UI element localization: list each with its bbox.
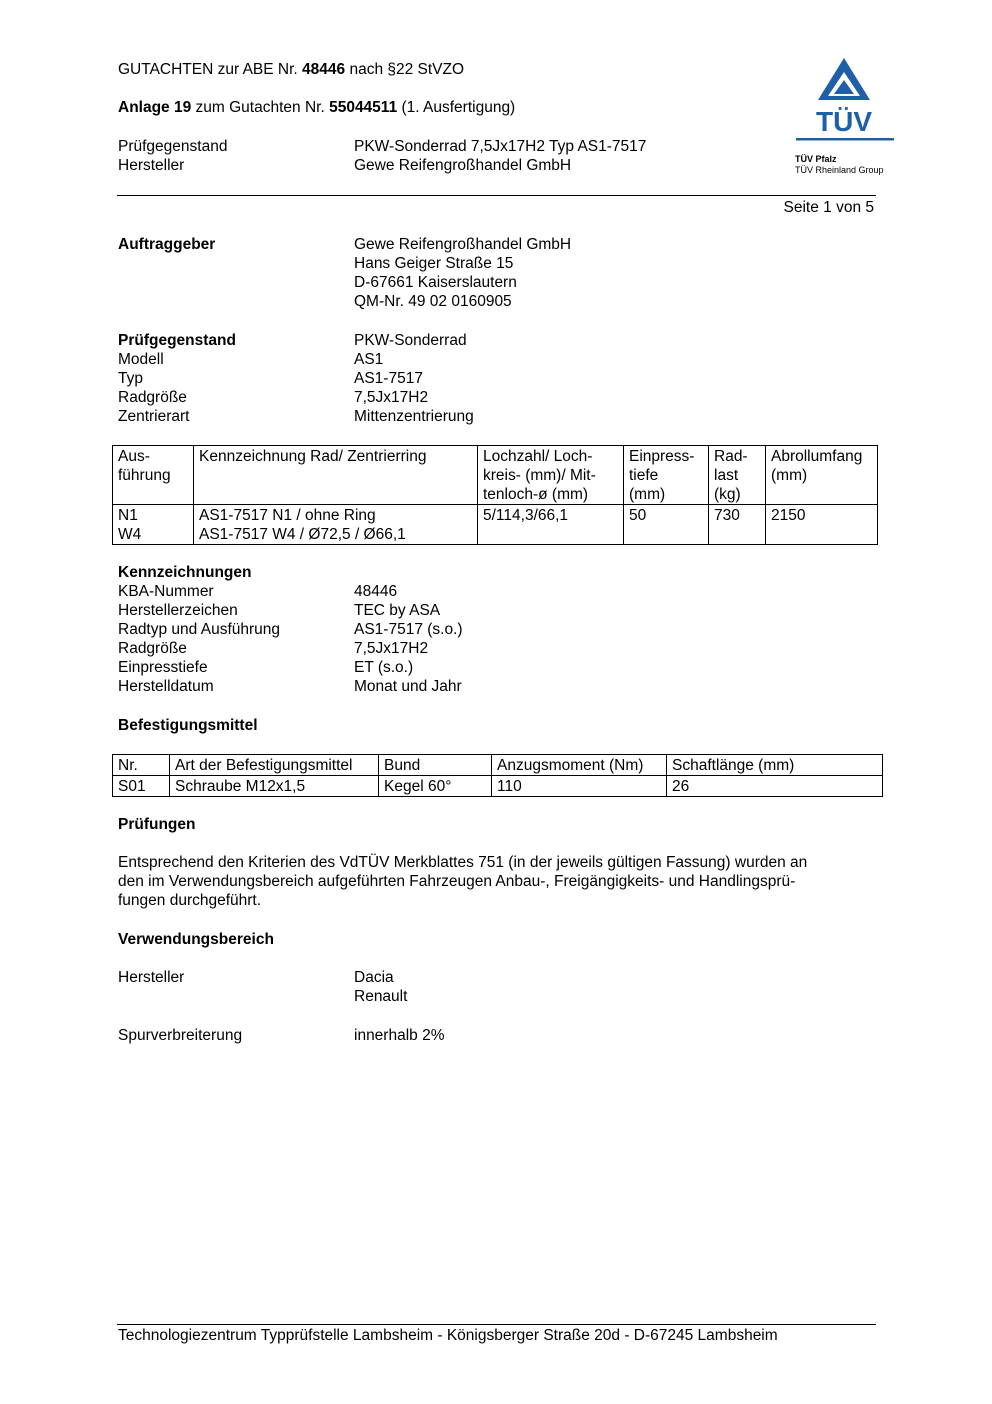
table-cell: AS1-7517 N1 / ohne Ring AS1-7517 W4 / Ø72,5 / Ø66,1 (194, 505, 478, 545)
auftraggeber-address (354, 235, 878, 311)
table-header-cell: Anzugsmoment (Nm) (492, 755, 667, 776)
header-info (118, 137, 778, 175)
tuev-logo-icon (794, 56, 898, 178)
table-header-cell: Rad- last (kg) (709, 446, 766, 505)
address-line: D-67661 Kaiserslautern (354, 274, 517, 291)
label: Radgröße (118, 640, 187, 657)
kennzeichnungen-list (118, 582, 878, 696)
label: Modell (118, 351, 164, 368)
header-subtitle: Anlage 19 zum Gutachten Nr. 55044511 (1. Ausfertigung) (118, 99, 516, 116)
paragraph-line: fungen durchgeführt. (118, 892, 262, 909)
value: 7,5Jx17H2 (354, 640, 429, 657)
address-line: Gewe Reifengroßhandel GmbH (354, 236, 572, 253)
paragraph-line: den im Verwendungsbereich aufgeführten Fahrzeugen Anbau-, Freigängigkeits- und Handlingsprü- (118, 873, 796, 890)
table-header-cell: Aus- führung (113, 446, 194, 505)
value: Gewe Reifengroßhandel GmbH (354, 157, 572, 174)
table-header-cell: Bund (379, 755, 492, 776)
table-cell: 26 (667, 776, 883, 797)
label: Radtyp und Ausführung (118, 621, 281, 638)
pruefungen-paragraph (118, 853, 888, 910)
table-header-row (113, 446, 878, 505)
value: innerhalb 2% (354, 1027, 445, 1044)
logo-text: TÜV (816, 106, 872, 137)
befestigung-heading: Befestigungsmittel (118, 717, 258, 734)
table-row (113, 505, 878, 545)
table-header-cell: Kennzeichnung Rad/ Zentrierring (194, 446, 478, 505)
label: Hersteller (118, 969, 185, 986)
value: PKW-Sonderrad (354, 332, 467, 349)
label: Radgröße (118, 389, 187, 406)
wheel-table (112, 445, 878, 545)
auftraggeber-label: Auftraggeber (118, 236, 216, 253)
auftraggeber-section (118, 235, 878, 311)
list-item: Dacia (354, 969, 394, 986)
value: AS1 (354, 351, 384, 368)
logo-sub1: TÜV Pfalz (795, 154, 837, 164)
label: Typ (118, 370, 143, 387)
pruefgegenstand-section (118, 331, 878, 426)
table-header-cell: Einpress- tiefe (mm) (624, 446, 709, 505)
table-cell: 50 (624, 505, 709, 545)
table-cell: Schraube M12x1,5 (170, 776, 379, 797)
label: KBA-Nummer (118, 583, 214, 600)
kennzeichnungen-heading: Kennzeichnungen (118, 564, 252, 581)
befestigung-table (112, 754, 883, 797)
list-item: Renault (354, 988, 408, 1005)
value: TEC by ASA (354, 602, 441, 619)
table-cell: 110 (492, 776, 667, 797)
table-cell: Kegel 60° (379, 776, 492, 797)
address-line: QM-Nr. 49 02 0160905 (354, 293, 512, 310)
page-number: Seite 1 von 5 (783, 199, 874, 216)
table-header-cell: Schaftlänge (mm) (667, 755, 883, 776)
table-cell: N1 W4 (113, 505, 194, 545)
table-header-cell: Nr. (113, 755, 170, 776)
label: Hersteller (118, 157, 185, 174)
table-header-row (113, 755, 883, 776)
table-row (113, 776, 883, 797)
value: Mittenzentrierung (354, 408, 474, 425)
value: AS1-7517 (s.o.) (354, 621, 463, 638)
paragraph-line: Entsprechend den Kriterien des VdTÜV Merkblattes 751 (in der jeweils gültigen Fassung) wurden an (118, 854, 808, 871)
label: Spurverbreiterung (118, 1027, 243, 1044)
value: Monat und Jahr (354, 678, 462, 695)
label: Prüfgegenstand (118, 138, 228, 155)
header-title: GUTACHTEN zur ABE Nr. 48446 nach §22 StVZO (118, 61, 465, 78)
pruefungen-heading: Prüfungen (118, 816, 196, 833)
table-header-cell: Art der Befestigungsmittel (170, 755, 379, 776)
label: Herstellerzeichen (118, 602, 238, 619)
label: Zentrierart (118, 408, 190, 425)
label: Einpresstiefe (118, 659, 208, 676)
value: PKW-Sonderrad 7,5Jx17H2 Typ AS1-7517 (354, 138, 647, 155)
table-cell: 5/114,3/66,1 (478, 505, 624, 545)
verwendungsbereich-heading: Verwendungsbereich (118, 931, 274, 948)
value: AS1-7517 (354, 370, 423, 387)
hersteller-list (354, 968, 878, 1006)
address-line: Hans Geiger Straße 15 (354, 255, 514, 272)
verwendung-spur (118, 1026, 878, 1045)
footer-text: Technologiezentrum Typprüfstelle Lambsheim - Königsberger Straße 20d - D-67245 Lambsheim (118, 1327, 778, 1344)
table-header-cell: Lochzahl/ Loch- kreis- (mm)/ Mit- tenloch-ø (mm) (478, 446, 624, 505)
table-cell: S01 (113, 776, 170, 797)
value: ET (s.o.) (354, 659, 414, 676)
label: Prüfgegenstand (118, 332, 236, 349)
footer-divider (117, 1324, 876, 1325)
header-divider (117, 195, 876, 196)
label: Herstelldatum (118, 678, 214, 695)
table-cell: 730 (709, 505, 766, 545)
verwendung-hersteller (118, 968, 878, 1006)
table-header-cell: Abrollumfang (mm) (766, 446, 878, 505)
logo-sub2: TÜV Rheinland Group (795, 165, 884, 175)
value: 7,5Jx17H2 (354, 389, 429, 406)
value: 48446 (354, 583, 398, 600)
table-cell: 2150 (766, 505, 878, 545)
